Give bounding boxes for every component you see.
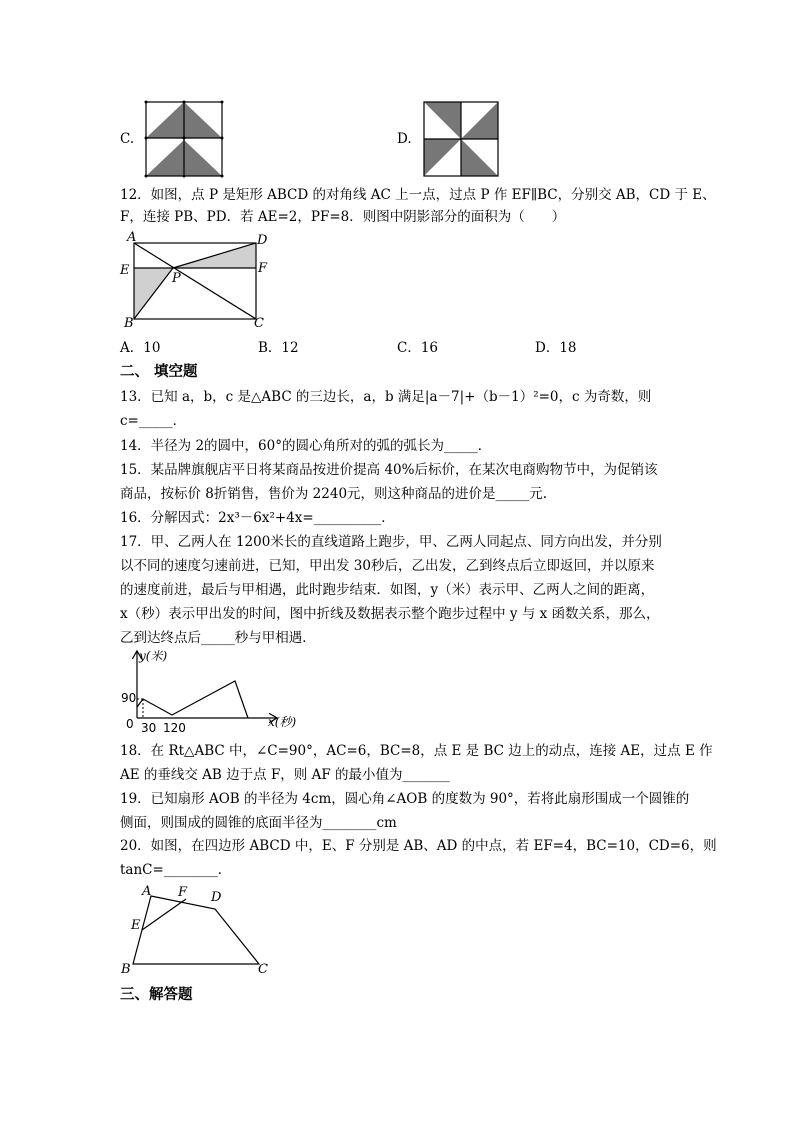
q17-origin-label: 0 [126,717,134,731]
q12-line2: F，连接 PB、PD．若 AE=2，PF=8．则图中阴影部分的面积为（ ） [120,209,566,225]
option-c-label: C. [120,131,135,147]
option-d-label: D. [397,131,412,147]
q19-line1: 19．已知扇形 AOB 的半径为 4cm，圆心角∠AOB 的度数为 90°，若将此扇形围成一个圆锥的 [120,791,690,807]
q17-line4: x（秒）表示甲出发的时间，图中折线及数据表示整个跑步过程中 y 与 x 函数关系，那么， [120,606,660,622]
option-d-figure [424,102,498,176]
q17-x-axis-label: x(秒) [268,715,297,729]
option-c-figure [146,102,222,178]
q17-y-axis-label: y(米) [139,649,168,663]
q20-line2: tanC=________． [120,862,232,878]
q12-choice-a: A．10 [120,340,161,356]
q12-label-e: E [120,263,130,278]
q12-line1: 12．如图，点 P 是矩形 ABCD 的对角线 AC 上一点，过点 P 作 EF∥BC，分别交 AB，CD 于 E、 [120,187,716,203]
q18-line1: 18．在 Rt△ABC 中，∠C=90°，AC=6，BC=8，点 E 是 BC 边上的动点，连接 AE，过点 E 作 [120,743,713,759]
section-fill-in-heading: 二、 填空题 [120,364,198,380]
q20-label-e: E [131,918,141,933]
q20-label-f: F [178,885,188,900]
q19-line2: 侧面，则围成的圆锥的底面半径为________cm [120,815,397,831]
q15-line2: 商品，按标价 8折销售，售价为 2240元，则这种商品的进价是_____元. [120,486,548,502]
q12-label-f: F [258,261,268,276]
q17-x-tick-120: 120 [163,721,186,735]
q20-line1: 20．如图，在四边形 ABCD 中，E、F 分别是 AB、AD 的中点，若 EF=4，BC=10，CD=6，则 [120,838,717,854]
q17-line3: 的速度前进，最后与甲相遇，此时跑步结束．如图，y（米）表示甲、乙两人之间的距离， [120,582,655,598]
q12-choice-b: B．12 [258,340,299,356]
q12-label-a: A [127,230,137,245]
q20-label-c: C [258,962,268,977]
q15-line1: 15．某品牌旗舰店平日将某商品按进价提高 40%后标价，在某次电商购物节中，为促销该 [120,462,658,478]
q17-x-tick-30: 30 [141,721,157,735]
q12-label-b: B [124,316,134,331]
q20-label-d: D [211,890,222,905]
q14-text: 14．半径为 2的圆中，60°的圆心角所对的弧的弧长为_____． [120,438,492,454]
q17-y-tick-90: 90 [121,691,137,705]
q12-label-d: D [257,233,268,248]
q12-choice-c: C．16 [397,340,439,356]
q13-line1: 13．已知 a，b，c 是△ABC 的三边长，a，b 满足|a－7|+（b－1）²=0，c 为奇数，则 [120,389,652,405]
section-solve-heading: 三、解答题 [120,987,193,1003]
q20-label-a: A [142,884,152,899]
q12-choice-d: D．18 [535,340,577,356]
q17-line2: 以不同的速度匀速前进，已知，甲出发 30秒后，乙出发，乙到终点后立即返回，并以原来 [120,558,655,574]
q13-line2: c=_____． [120,413,187,429]
q20-label-b: B [121,962,131,977]
q17-line1: 17．甲、乙两人在 1200米长的直线道路上跑步，甲、乙两人同起点、同方向出发，并分别 [120,534,662,550]
q18-line2: AE 的垂线交 AB 边于点 F，则 AF 的最小值为_______ [120,767,450,783]
q17-line5: 乙到达终点后_____秒与甲相遇． [120,630,316,646]
q12-label-p: P [172,271,181,286]
q16-text: 16．分解因式：2x³－6x²+4x=__________． [120,510,395,526]
q12-label-c: C [254,316,264,331]
